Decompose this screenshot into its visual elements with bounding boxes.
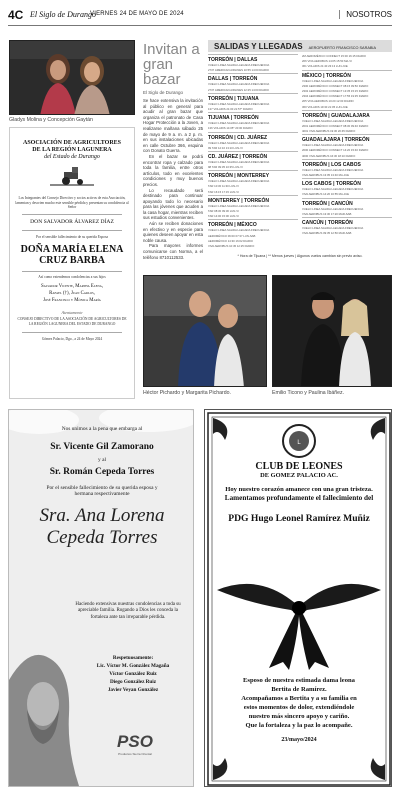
article-body — [143, 98, 203, 260]
flight-row: VIVA AEROBUS 13:30 17:20 MAR-SAB — [302, 211, 352, 216]
flight-row: TAR 08:30 09:30 LUN-VI — [208, 209, 239, 213]
logo-text: PSO — [117, 732, 153, 751]
article-paragraph: En el bazar se podrá encontrar ropa y calzado para toda la familia, entre otros artículos, todo en excelentes condiciones y muy buenos precios. — [143, 153, 203, 187]
obit-line: Bertita de Ramírez. — [271, 686, 327, 693]
org-name: ASOCIACIÓN DE AGRICULTORES — [22, 140, 122, 146]
route-header: TORREÓN | MÉXICO — [208, 219, 298, 228]
route-header: TIJUANA | TORREÓN — [208, 112, 298, 121]
article-paragraph: Para mayores informes comunicarse con Norma, a el teléfono 8710112533. — [143, 243, 203, 260]
article-byline: El Siglo de Durango — [143, 90, 184, 95]
flight-row: 4000 VIVA AEROBUS 16:30 18:10 DIARIO — [302, 153, 356, 158]
page-header — [8, 6, 392, 26]
org-name-3: del Estado de Durango — [44, 154, 100, 160]
flight-row: VUELO LINEA SALIDA LLEGADA FRECUENCIA — [302, 225, 364, 230]
signer-name: Víctor González Ruiz — [109, 671, 157, 677]
route-header: TORREÓN | GUADALAJARA — [302, 110, 392, 119]
flight-row: VUELO LINEA SALIDA LLEGADA FRECUENCIA — [302, 206, 364, 211]
obit-line: estos momentos de dolor, extendiéndole — [243, 704, 355, 711]
route-header: TORREÓN | CD. JUÁREZ — [208, 132, 298, 141]
flight-row: VUELO LINEA SALIDA LLEGADA FRECUENCIA — [208, 121, 270, 126]
photo-caption: Gladys Molina y Concepción Gaytán — [9, 117, 93, 123]
deceased-name: Sra. Ana Lorena — [39, 505, 165, 526]
flight-row: VUELO LINEA SALIDA LLEGADA FRECUENCIA — [302, 143, 364, 148]
photo-image — [144, 276, 267, 387]
flight-row: VUELO LINEA SALIDA LLEGADA FRECUENCIA — [208, 140, 270, 145]
condolence-message: Haciendo extensivas nuestras condolencias a toda su apreciable familia. Rogando a Dios les conceda la fortaleza ante tan irreparable pérdida. — [75, 602, 181, 620]
respectfully-label: Respetuosamente: — [112, 655, 154, 661]
flight-row: TAR 14:00 15:00 LUN-VI — [208, 214, 239, 219]
signer-name: Diego González Ruiz — [109, 679, 157, 685]
obituary-club-leones — [204, 409, 392, 787]
regret-message: Lamentamos profundamente el fallecimiento del — [224, 494, 374, 502]
signer-name: Javier Veyan González — [107, 687, 159, 693]
closing: Atentamente — [61, 309, 83, 315]
intro-text: Nos unimos a la pena que embarga al — [61, 426, 143, 432]
photo-gladys-concepcion — [9, 40, 135, 115]
logo-subtext: Productos Sierra Oriental — [118, 752, 152, 756]
newspaper-name: El Siglo de Durango — [30, 10, 96, 19]
org-name-2: DE LA REGIÓN LAGUNERA — [32, 147, 112, 153]
flight-row: TAR 16:15 17:15 LUN-VI — [208, 189, 239, 194]
obit-line: nuestro más sincero apoyo y cariño. — [248, 713, 350, 720]
flight-row: AEROMÉXICO 14:30 16:02 DIARIO — [208, 238, 253, 243]
route-header: TORREÓN | LOS CABOS — [302, 159, 392, 168]
flight-row: 2000 AEROMÉXICO CONNECT 14:20 15:40 DIARIO — [302, 148, 369, 153]
obituary-agricultores — [9, 127, 135, 399]
route-header: TORREÓN | MONTERREY — [208, 170, 298, 179]
obit-line: Esposo de nuestra estimada dama leona — [243, 677, 355, 684]
photo-caption: Héctor Pichardo y Margarita Pichardo. — [143, 390, 231, 396]
section-name: NOSOTROS — [339, 10, 392, 19]
photo-caption: Emilio Ticono y Paulina Ibáñez. — [272, 390, 345, 396]
schedule-column-left — [208, 54, 298, 249]
flight-row: VUELO LINEA SALIDA LLEGADA FRECUENCIA — [208, 203, 270, 208]
route-header: LOS CABOS | TORREÓN — [302, 178, 392, 187]
article-paragraph: Se hace extensiva la invitación al público en general para acudir al gran bazar que organiza el patronato de Casa Hogar Protección a la Joven, a realizarse mañana sábado 25 de mayo de 9 a. m. a 2 p. m. en sus instalaciones ubicadas en calle Octubre 366, esquina con Donato Guerra. — [143, 98, 203, 154]
svg-text:L: L — [297, 440, 301, 446]
schedule-footnote: * Hora de Tijuana | ** Menos jueves | Algunos vuelos cambian sin previo aviso. — [237, 254, 363, 258]
club-name: CLUB DE LEONES — [255, 461, 343, 472]
family-name: Rafael (†), Juan Carlos, — [49, 290, 95, 296]
obit-date: 23/mayo/2024 — [281, 737, 317, 743]
flight-row: VIVA AEROBUS 13:05 13:40 MA-JUE — [302, 173, 350, 177]
flight-row: VUELO LINEA SALIDA LLEGADA FRECUENCIA — [302, 187, 364, 192]
flight-row: 98 TAR 09:35 10:35 LUN-VI — [208, 165, 243, 170]
family-name: José Francisco y Mónica María — [43, 297, 101, 303]
flight-row: 2M AEROMÉXICO CONNECT 15:00 16:15 DIARIO — [302, 54, 366, 58]
condolence-reason: Por el sensible fallecimiento de su querida Esposa — [36, 234, 108, 239]
flight-row: 2001 AEROMÉXICO CONNECT 08:30 09:40 DIARIO — [302, 123, 369, 128]
photo-pichardo — [143, 275, 267, 387]
sad-message: Hoy nuestro corazón amanece con una gran tristeza. — [225, 486, 373, 493]
company-logo — [105, 732, 165, 756]
route-header: DALLAS | TORREÓN — [208, 73, 298, 82]
condolence-message: Los Integrantes del Consejo Directivo y socios activos de esta Asociación, lamentan y descrien mucho este sensible pérdida y presentan su condolencia al Señor — [15, 196, 129, 210]
recipient-name: DON SALVADOR ÁLVAREZ DÍAZ — [30, 218, 114, 225]
flight-row: VUELO LINEA SALIDA LLEGADA FRECUENCIA — [208, 179, 270, 184]
route-header: GUADALAJARA | TORREÓN — [302, 134, 392, 143]
flight-row: 2737 AMERICAN AIRLINES 12:25 14:00 DIARIO — [208, 87, 269, 92]
flight-row: VIVA AEROBUS 10:45 12:25 DIARIO — [208, 243, 255, 248]
schedule-column-right — [302, 54, 392, 236]
signer-name: Lic. Víctor M. González Magaña — [96, 663, 170, 669]
schedule-subtitle: AEROPUERTO FRANCISCO SARABIA — [308, 46, 376, 50]
article-title: Invitan a gran bazar — [143, 41, 200, 88]
route-header: TORREÓN | TIJUANA — [208, 93, 298, 102]
flight-row: VUELO LINEA SALIDA LLEGADA FRECUENCIA — [208, 101, 270, 106]
deceased-name: DOÑA MARÍA ELENA CRUZ BARBA — [20, 244, 124, 267]
issue-date: VIERNES 24 DE MAYO DE 2024 — [90, 11, 184, 17]
route-header: TORREÓN | DALLAS — [208, 54, 298, 63]
page-number: 4C — [8, 8, 24, 22]
article-paragraph: Aún se reciben donaciones en efectivo y en especie para quienes deseen apoyar en esta noble causa. — [143, 221, 203, 243]
flight-row: 137 VOLARIS 21:00 21:57* DIARIO — [208, 106, 253, 111]
route-header: CANCÚN | TORREÓN — [302, 217, 392, 226]
route-header: TORREÓN | CANCÚN — [302, 198, 392, 207]
flight-row: 136 VOLARIS 14:05* 20:00 DIARIO — [208, 126, 253, 131]
schedule-title — [208, 40, 392, 52]
obituary-ana-lorena — [8, 409, 194, 787]
route-header: MÉXICO | TORREÓN — [302, 70, 392, 79]
board-signature: CONSEJO DIRECTIVO DE LA ASOCIACIÓN DE AGRICULTORES DE LA REGIÓN LAGUNERA DEL ESTADO DE DURANGO — [17, 316, 127, 326]
flight-schedule — [208, 40, 392, 262]
jesus-portrait — [9, 640, 79, 786]
route-header: CD. JUÁREZ | TORREÓN — [208, 151, 298, 160]
deceased-name-2: Cepeda Torres — [46, 527, 158, 548]
photo-image — [273, 276, 392, 387]
recipient-name: Sr. Román Cepeda Torres — [49, 467, 155, 477]
obit-line: Que la fortaleza y la paz lo acompañe. — [245, 722, 353, 729]
condolence-reason: Por el sensible fallecimiento de su querida esposa y hermana respectivamente — [46, 485, 158, 497]
obit-line: Acompañamos a Bertita y a su familia en — [241, 695, 357, 702]
article-paragraph: Lo recaudado será destinado para continuar apoyando todo lo necesario para las jóvenes que acuden a la casa hogar, mientras reciben sus estudios convenientes. — [143, 187, 203, 221]
mourning-ribbon — [217, 570, 381, 670]
photo-ticono-ibanez — [272, 275, 392, 387]
photo-image — [10, 41, 135, 115]
flight-row: VUELO LINEA SALIDA LLEGADA FRECUENCIA — [302, 78, 364, 83]
schedule-title-text: SALIDAS Y LLEGADAS — [214, 42, 303, 51]
flight-row: VUELO LINEA SALIDA LLEGADA FRECUENCIA — [208, 159, 270, 164]
flight-row: 2737 AMERICAN AIRLINES 10:55 14:00 DIARIO — [208, 68, 269, 73]
tractor-icon — [10, 164, 134, 193]
flight-row: VUELO LINEA SALIDA LLEGADA FRECUENCIA — [208, 63, 270, 67]
flight-row: 360 VOLARIS 19:30 21:05 LUN-JUE — [302, 104, 348, 109]
conjunction: y al — [98, 457, 106, 463]
flight-row: 2300 AEROMÉXICO CONNECT 08:15 09:50 DIARIO — [302, 83, 369, 88]
recipient-name: Sr. Vicente Gil Zamorano — [50, 442, 154, 452]
flight-row: VUELO LINEA SALIDA LLEGADA FRECUENCIA — [208, 228, 270, 233]
family-name: Salvador Vicente, Martha Elena, — [40, 283, 104, 289]
flight-row: 205 VIVA AEROBUS 10:20 12:00 DIARIO — [302, 99, 354, 104]
flight-row: AEROMÉXICO 06:00 07:37 LUN-SAB — [208, 233, 256, 238]
route-header: MONTERREY | TORREÓN — [208, 195, 298, 204]
flight-row: VUELO LINEA SALIDA LLEGADA FRECUENCIA — [302, 118, 364, 123]
club-city: DE GOMEZ PALACIO AC. — [260, 472, 338, 479]
deceased-name: PDG Hugo Leonel Ramírez Muñiz — [228, 513, 370, 524]
flight-row: VIVA AEROBUS 09:35 12:50 MAR-SAB — [302, 231, 352, 236]
flight-row: 99 TAR 12:10 13:10 LUN-VI — [208, 145, 243, 150]
flight-row: VUELO LINEA SALIDA LLEGADA FRECUENCIA — [208, 82, 270, 87]
lions-club-logo — [282, 424, 316, 458]
flight-row: TAR 10:30 11:30 LUN-VI — [208, 184, 239, 189]
flight-row: 2302 AEROMÉXICO CONNECT 13:35 15:15 DIARIO — [302, 88, 369, 93]
flight-row: 4001 VIVA AEROBUS 19:30 20:45 DIARIO — [302, 129, 356, 134]
flight-row: VUELO LINEA SALIDA LLEGADA FRECUENCIA — [302, 167, 364, 172]
flight-row: 361 VOLARIS 21:40 23:13 LUN-JUE — [302, 64, 348, 69]
place-date: Gómez Palacio, Dgo., a 24 de Mayo 2024 — [41, 337, 103, 342]
flight-row: 2304 AEROMÉXICO CONNECT 17:55 19:35 DIARIO — [302, 94, 369, 99]
condolence-message-2: Así como extendemos condolencias a sus hijos — [38, 275, 106, 280]
flight-row: VIVA AEROBUS 14:20 16:55 MA-JUE — [302, 192, 350, 197]
flight-row: 206 VIVA AEROBUS 14:05 15:50 MA-VI — [302, 59, 352, 64]
